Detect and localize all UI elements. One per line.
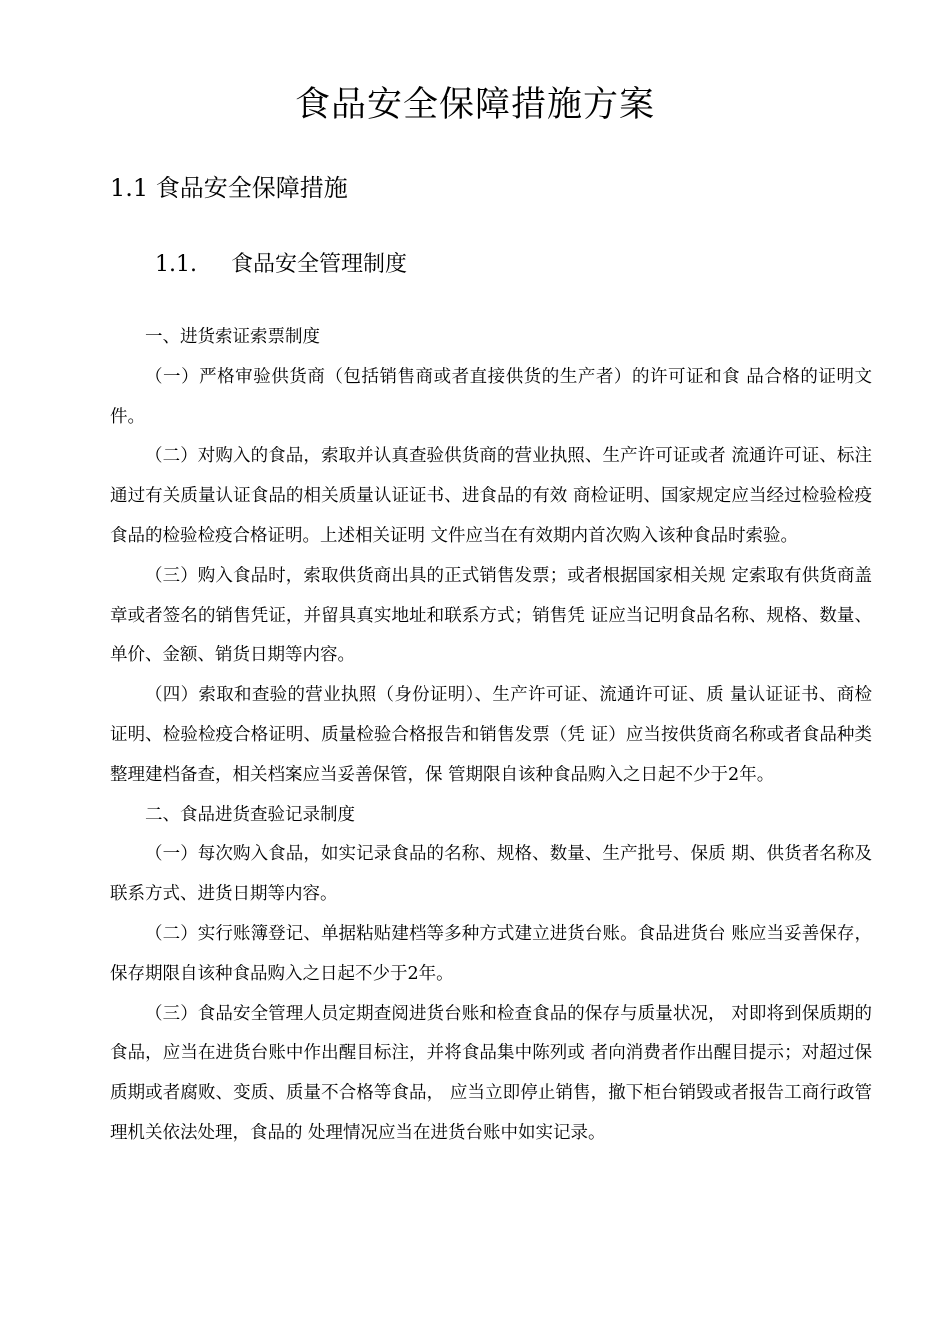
paragraph: （一）每次购入食品，如实记录食品的名称、规格、数量、生产批号、保质 期、供货者名称及联系方式、进货日期等内容。 [110,844,872,905]
section-heading: 1.1 食品安全保障措施 [110,174,348,202]
paragraph: （一）严格审验供货商（包括销售商或者直接供货的生产者）的许可证和食 品合格的证明文件。 [110,366,872,427]
subsection-heading [155,248,407,282]
paragraph: 二、食品进货查验记录制度 [145,804,355,825]
subsection-title: 食品安全管理制度 [231,252,408,277]
paragraph: （四）索取和查验的营业执照（身份证明）、生产许可证、流通许可证、质 量认证证书、商检证明、检验检疫合格证明、质量检验合格报告和销售发票（凭 证）应当按供货商名称或者食品种类整理建档备查，相关档案应当妥善保管，保 管期限自该种食品购入之日起不少于2年。 [110,685,872,785]
document-body [110,318,872,1154]
subsection-number: 1.1. [155,252,197,277]
paragraph: （二）实行账簿登记、单据粘贴建档等多种方式建立进货台账。食品进货台 账应当妥善保存，保存期限自该种食品购入之日起不少于2年。 [110,923,872,984]
document-title: 食品安全保障措施方案 [294,85,655,125]
paragraph: （三）购入食品时，索取供货商出具的正式销售发票；或者根据国家相关规 定索取有供货商盖章或者签名的销售凭证，并留具真实地址和联系方式；销售凭 证应当记明食品名称、规格、数量、单价、金额、销货日期等内容。 [110,565,872,666]
paragraph: （二）对购入的食品，索取并认真查验供货商的营业执照、生产许可证或者 流通许可证、标注通过有关质量认证食品的相关质量认证证书、进食品的有效 商检证明、国家规定应当经过检验检疫食品的检验检疫合格证明。上述相关证明 文件应当在有效期内首次购入该种食品时索验。 [110,446,872,546]
paragraph: （三）食品安全管理人员定期查阅进货台账和检查食品的保存与质量状况， 对即将到保质期的食品，应当在进货台账中作出醒目标注，并将食品集中陈列或 者向消费者作出醒目提示；对超过保质期或者腐败、变质、质量不合格等食品， 应当立即停止销售，撤下柜台销毁或者报告工商行政管理机关依法处理，食品的 处理情况应当在进货台账中如实记录。 [110,1003,872,1143]
paragraph: 一、进货索证索票制度 [145,327,320,347]
